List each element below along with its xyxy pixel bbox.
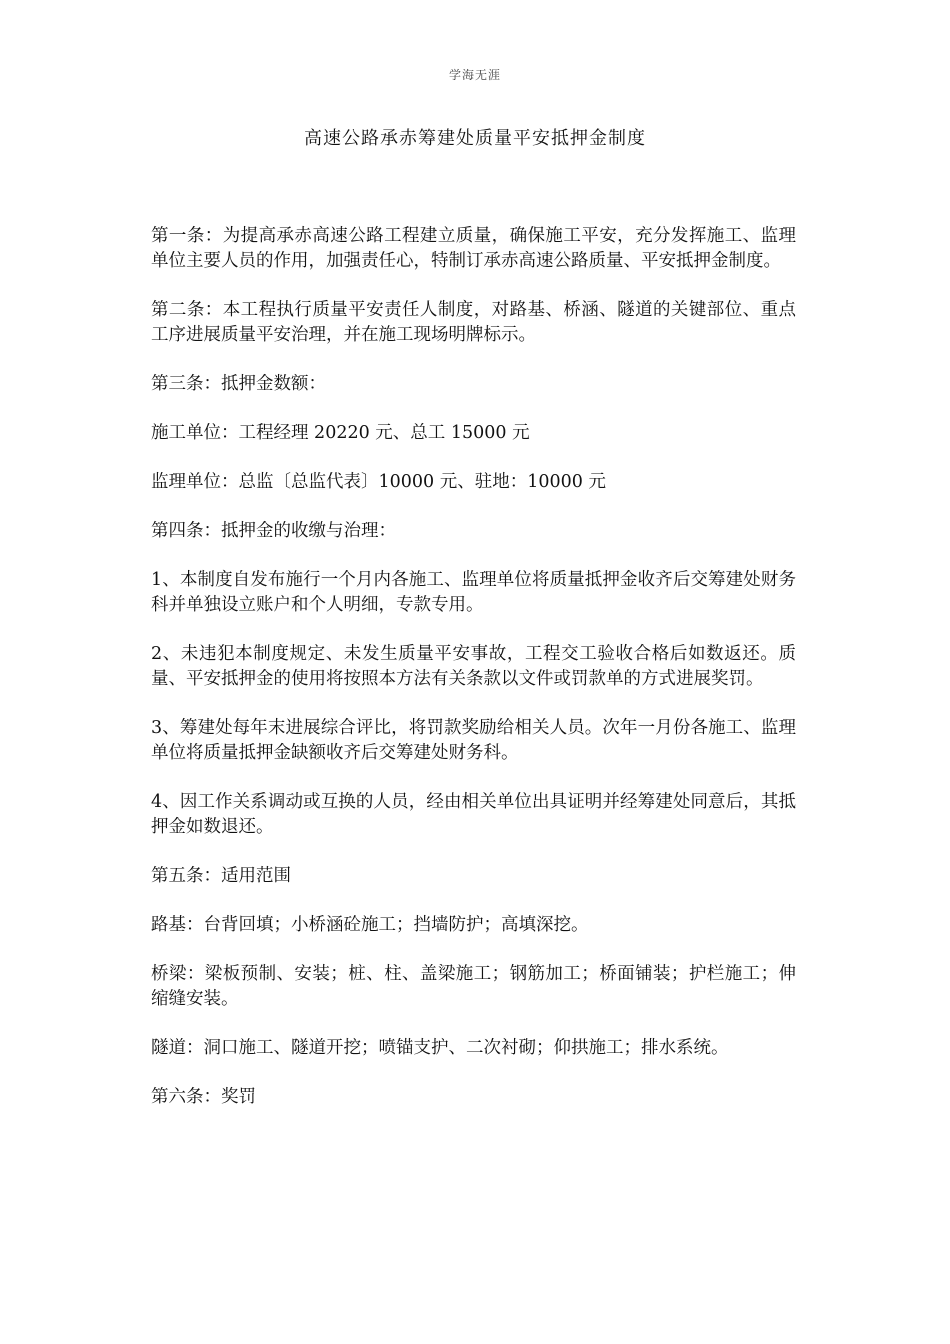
scope-subgrade: 路基：台背回填；小桥涵砼施工；挡墙防护；高填深挖。 [151,915,589,935]
supervision-unit-deposit: 监理单位：总监〔总监代表〕10000 元、驻地：10000 元 [151,472,606,492]
article-4-item-4: 4、因工作关系调动或互换的人员，经由相关单位出具证明并经筹建处同意后，其抵押金如数退还。 [151,792,796,837]
document-title: 高速公路承赤筹建处质量平安抵押金制度 [304,128,646,149]
article-2-paragraph: 第二条：本工程执行质量平安责任人制度，对路基、桥涵、隧道的关键部位、重点工序进展质量平安治理，并在施工现场明牌标示。 [151,300,796,345]
scope-tunnel: 隧道：洞口施工、隧道开挖；喷锚支护、二次衬砌；仰拱施工；排水系统。 [151,1038,729,1058]
scope-bridge: 桥梁：梁板预制、安装；桩、柱、盖梁施工；钢筋加工；桥面铺装；护栏施工；伸缩缝安装。 [151,964,796,1009]
article-4-item-2: 2、未违犯本制度规定、未发生质量平安事故，工程交工验收合格后如数返还。质量、平安抵押金的使用将按照本方法有关条款以文件或罚款单的方式进展奖罚。 [151,644,796,689]
construction-unit-deposit: 施工单位：工程经理 20220 元、总工 15000 元 [151,423,530,443]
document-body [151,224,796,1134]
page-header: 学海无涯 [448,68,501,82]
article-6-heading: 第六条：奖罚 [151,1087,256,1107]
article-4-heading: 第四条：抵押金的收缴与治理： [151,521,396,541]
article-4-item-1: 1、本制度自发布施行一个月内各施工、监理单位将质量抵押金收齐后交筹建处财务科并单独设立账户和个人明细，专款专用。 [151,570,796,615]
article-5-heading: 第五条：适用范围 [151,866,291,886]
article-4-item-3: 3、筹建处每年末进展综合评比，将罚款奖励给相关人员。次年一月份各施工、监理单位将质量抵押金缺额收齐后交筹建处财务科。 [151,718,796,763]
article-1-paragraph: 第一条：为提高承赤高速公路工程建立质量，确保施工平安，充分发挥施工、监理单位主要人员的作用，加强责任心，特制订承赤高速公路质量、平安抵押金制度。 [151,226,796,271]
article-3-heading: 第三条：抵押金数额： [151,374,326,394]
